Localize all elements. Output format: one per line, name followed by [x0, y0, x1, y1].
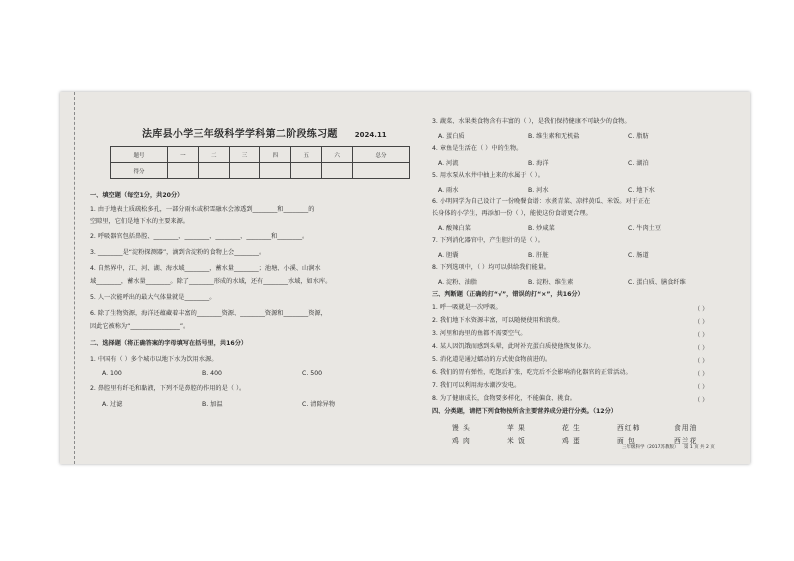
choice-option: B. 炒咸菜: [528, 225, 555, 232]
food-item: 米 饭: [507, 437, 526, 445]
page-footer: [618, 444, 715, 450]
score-blank-cell[interactable]: [291, 163, 322, 179]
score-cell: 二: [198, 147, 229, 163]
choice-option: A. 胆囊: [438, 252, 459, 259]
food-item: 面 包: [617, 437, 636, 445]
question-text: 空隙里，它们是地下水的主要来源。: [90, 218, 189, 225]
choice-option: C. 脂肪: [628, 133, 649, 140]
score-cell: 题号: [111, 147, 168, 163]
binding-margin-line: [74, 92, 75, 464]
judge-item: 7. 我们可以利用海水潮汐发电。: [432, 382, 521, 389]
answer-bracket[interactable]: （ ）: [694, 397, 709, 404]
choice-option: A. 雨水: [438, 187, 459, 194]
food-item: 花 生: [562, 424, 581, 432]
footer-subject: 三年级科学（2017苏教版）: [622, 445, 679, 450]
question-text: 因此它被称为“________________”。: [90, 323, 190, 330]
score-cell: 得分: [111, 163, 168, 179]
question-text: 3. 蔬菜、水果类食物含有丰富的（ ），是我们保持健康不可缺少的食物。: [432, 118, 631, 125]
choice-option: C. 清除异物: [302, 401, 336, 408]
choice-option: B. 加温: [202, 401, 223, 408]
choice-option: C. 牛肉土豆: [628, 225, 662, 232]
food-item: 西兰花: [674, 437, 698, 445]
food-item: 鸡 蛋: [562, 437, 581, 445]
answer-bracket[interactable]: （ ）: [694, 319, 709, 326]
food-item: 食用油: [674, 424, 698, 432]
answer-bracket[interactable]: （ ）: [694, 371, 709, 378]
choice-option: B. 肝脏: [528, 252, 549, 259]
footer-page-number: 第 1 页 共 2 页: [683, 445, 715, 450]
judge-item: 4. 某人因饥饿而感到头晕，此时补充蛋白质使他恢复体力。: [432, 343, 595, 350]
section-classification: 四、分类题，请把下列食物按所含主要营养成分进行分类。（12分）: [432, 408, 617, 415]
choice-option: A. 河流: [438, 160, 459, 167]
question-text: 1. 由于地表土质疏松多孔，一部分雨水或积雪融水会渗透到________和________的: [90, 206, 315, 213]
score-blank-cell[interactable]: [353, 163, 410, 179]
score-table-score-row: [111, 163, 410, 179]
choice-option: A. 淀粉、油脂: [438, 279, 477, 286]
choice-option: C. 肠道: [628, 252, 649, 259]
judge-item: 2. 我们地下水资源丰富，可以随便使用和浪费。: [432, 317, 564, 324]
choice-option: B. 淀粉、维生素: [528, 279, 574, 286]
choice-option: B. 海洋: [528, 160, 549, 167]
answer-bracket[interactable]: （ ）: [694, 358, 709, 365]
choice-option: B. 河水: [528, 187, 549, 194]
score-cell: 五: [291, 147, 322, 163]
score-blank-cell[interactable]: [260, 163, 291, 179]
section-multiple-choice: 二、选择题（将正确答案的字母填写在括号里，共16分）: [90, 340, 248, 347]
score-cell: 总分: [353, 147, 410, 163]
score-table: [110, 146, 410, 179]
title-row: [142, 122, 387, 141]
choice-option: B. 维生素和无机盐: [528, 133, 580, 140]
question-text: 7. 下列消化器官中，产生胆汁的是（ ）。: [432, 237, 544, 244]
judge-item: 8. 为了健康成长，食物要多样化，不能偏食、挑食。: [432, 395, 576, 402]
answer-bracket[interactable]: （ ）: [694, 384, 709, 391]
question-text: 5. 人一次能呼出的最大气体量就是________。: [90, 294, 216, 301]
choice-option: A. 100: [102, 370, 122, 377]
score-cell: 三: [229, 147, 260, 163]
score-cell: 一: [167, 147, 198, 163]
judge-item: 5. 消化道是通过蠕动的方式使食物前进的。: [432, 356, 552, 363]
food-item: 鸡 肉: [452, 437, 471, 445]
question-text: 1. 中国有（ ）多个城市以地下水为饮用水源。: [90, 356, 218, 363]
food-item: 馒 头: [452, 424, 471, 432]
question-text: 5. 用水泵从水井中抽上来的水属于（ ）。: [432, 172, 544, 179]
judge-item: 6. 我们的胃有弹性，吃饱后扩张，吃完后不会影响消化器官的正常活动。: [432, 369, 632, 376]
section-true-false: 三、判断题（正确的打“√”，错误的打“×”，共16分）: [432, 291, 584, 298]
choice-option: C. 湖泊: [628, 160, 649, 167]
section-fill-blank: 一、填空题（每空1分，共20分）: [90, 192, 184, 199]
choice-option: B. 400: [202, 370, 222, 377]
answer-bracket[interactable]: （ ）: [694, 345, 709, 352]
choice-option: A. 酸辣白菜: [438, 225, 471, 232]
judge-item: 1. 呼一吸就是一次呼吸。: [432, 304, 502, 311]
exam-date: 2024.11: [354, 131, 387, 139]
question-text: 8. 下列选项中，（ ）均可以供给我们能量。: [432, 264, 551, 271]
score-cell: 四: [260, 147, 291, 163]
question-text: 长身体的小学生，再添加一份（ ），能使这份食谱更合理。: [432, 210, 592, 217]
choice-option: C. 500: [302, 370, 323, 377]
food-item: 苹 果: [507, 424, 526, 432]
question-text: 2. 鼻腔里有纤毛和黏液，下列不是鼻腔的作用的是（ ）。: [90, 385, 246, 392]
question-text: 域________，蓄水量________。除了________形成的水域，还有________水域，如水库。: [90, 278, 332, 285]
score-blank-cell[interactable]: [167, 163, 198, 179]
score-blank-cell[interactable]: [198, 163, 229, 179]
score-blank-cell[interactable]: [229, 163, 260, 179]
question-text: 4. 章鱼是生活在（ ）中的生物。: [432, 145, 523, 152]
score-cell: 六: [322, 147, 353, 163]
question-text: 6. 小明同学为自己设计了一份晚餐食谱：水煮青菜、凉拌黄瓜、米饭。对于正在: [432, 198, 651, 205]
answer-bracket[interactable]: （ ）: [694, 332, 709, 339]
page-title: 法库县小学三年级科学学科第二阶段练习题: [142, 129, 338, 140]
answer-bracket[interactable]: （ ）: [694, 306, 709, 313]
food-item: 西红柿: [617, 424, 641, 432]
choice-option: A. 过滤: [102, 401, 123, 408]
choice-option: A. 蛋白质: [438, 133, 465, 140]
score-table-header-row: [111, 147, 410, 163]
exam-paper: [60, 92, 750, 464]
judge-item: 3. 河里和海里的鱼都不需要空气。: [432, 330, 527, 337]
question-text: 3. ________是“淀粉探测器”，滴到含淀粉的食物上会________。: [90, 249, 266, 256]
choice-option: C. 蛋白质、膳食纤维: [628, 279, 686, 286]
question-text: 6. 除了生物资源，海洋还蕴藏着丰富的________资源、________资源和________资源，: [90, 310, 327, 317]
score-blank-cell[interactable]: [322, 163, 353, 179]
choice-option: C. 地下水: [628, 187, 655, 194]
question-text: 4. 自然界中，江、河、湖、海水域________，蓄水量________；池塘、小溪、山涧水: [90, 265, 321, 272]
question-text: 2. 呼吸器官包括鼻腔、________、________、________、________和________。: [90, 233, 309, 240]
